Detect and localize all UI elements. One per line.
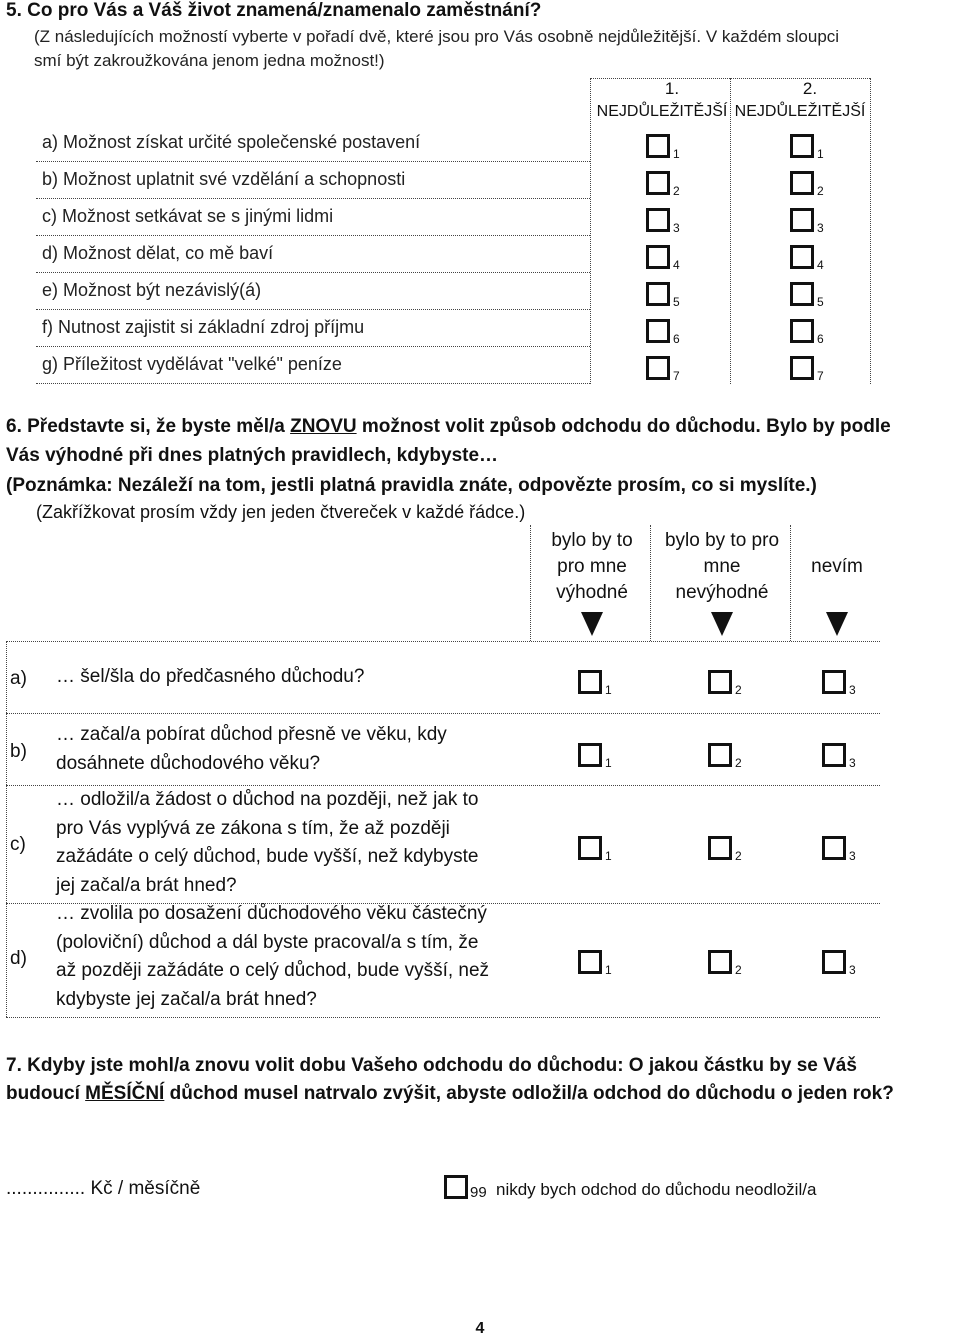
- q5-col1-checkbox[interactable]: [646, 134, 670, 158]
- q5-row-line: [36, 383, 590, 384]
- q6-question-text: až později zažádáte o celý důchod, bude vyšší, než: [56, 960, 490, 981]
- q5-row-line: [36, 309, 590, 310]
- q5-option-label: d) Možnost dělat, co mě baví: [42, 243, 274, 263]
- q6-row-letter: d): [10, 948, 27, 969]
- arrow-down-icon: [826, 612, 848, 636]
- q5-divider-right: [870, 78, 871, 384]
- q5-option-label: e) Možnost být nezávislý(á): [42, 280, 262, 300]
- q6-row-letter: b): [10, 740, 27, 762]
- q5-col2-checkbox[interactable]: [790, 356, 814, 380]
- q5-checkbox-code: 5: [817, 295, 824, 309]
- q5-col2-number: 2.: [802, 79, 818, 98]
- q6-answer-checkbox[interactable]: [708, 950, 732, 974]
- q6-header-bottom-line: [6, 641, 880, 642]
- q6-question-text: pro Vás vyplývá ze zákona s tím, že až později: [56, 817, 450, 839]
- q5-option-label: f) Nutnost zajistit si základní zdroj příjmu: [42, 317, 365, 337]
- q5-checkbox-code: 4: [673, 258, 680, 272]
- q5-col1-checkbox[interactable]: [646, 282, 670, 306]
- q6-checkbox-code: 2: [735, 683, 742, 698]
- q7-never-checkbox[interactable]: [444, 1175, 468, 1199]
- q6-header-divider: [650, 525, 651, 641]
- q6-row-letter: a): [10, 668, 27, 690]
- q6-checkbox-code: 2: [735, 963, 742, 977]
- q5-row-line: [36, 198, 590, 199]
- q6-checkbox-code: 3: [849, 755, 856, 770]
- q6-question-text: kdybyste jej začal/a brát hned?: [56, 988, 317, 1010]
- q5-col1-label: NEJDŮLEŽITĚJŠÍ: [596, 103, 728, 120]
- q6-title-line-2: Vás výhodné při dnes platných pravidlech, kdybyste…: [6, 445, 499, 466]
- q5-checkbox-code: 1: [673, 147, 680, 161]
- q6-row-line: [6, 785, 880, 786]
- q6-answer-checkbox[interactable]: [822, 743, 846, 767]
- q5-col2-checkbox[interactable]: [790, 134, 814, 158]
- q6-answer-checkbox[interactable]: [708, 743, 732, 767]
- q5-row-line: [36, 272, 590, 273]
- q6-answer-checkbox[interactable]: [708, 670, 732, 694]
- q5-header-top-line: [590, 78, 870, 79]
- q7-title-line-2: budoucí MĚSÍČNÍ důchod musel natrvalo zvýšit, abyste odložil/a odchod do důchodu o jeden rok?: [6, 1083, 894, 1104]
- q5-checkbox-code: 3: [817, 221, 824, 235]
- q5-col2-checkbox[interactable]: [790, 282, 814, 306]
- q5-col1-checkbox[interactable]: [646, 208, 670, 232]
- q5-option-label: c) Možnost setkávat se s jinými lidmi: [42, 206, 334, 226]
- q6-answer-checkbox[interactable]: [822, 670, 846, 694]
- q6-answer-checkbox[interactable]: [578, 743, 602, 767]
- q7-never-code: 99: [470, 1184, 487, 1201]
- q5-col2-label: NEJDŮLEŽITĚJŠÍ: [734, 103, 866, 120]
- arrow-down-icon: [581, 612, 603, 636]
- q5-col1-checkbox[interactable]: [646, 319, 670, 343]
- q6-checkbox-code: 1: [605, 755, 612, 770]
- q6-answer-checkbox[interactable]: [578, 670, 602, 694]
- q5-col1-checkbox[interactable]: [646, 245, 670, 269]
- arrow-down-icon: [711, 612, 733, 636]
- q6-instruction: (Zakřížkovat prosím vždy jen jeden čtvereček v každé řádce.): [36, 502, 526, 522]
- q6-header-dontknow: nevím: [811, 556, 863, 577]
- q5-row-line: [36, 346, 590, 347]
- q5-checkbox-code: 2: [673, 184, 680, 198]
- q5-checkbox-code: 6: [817, 332, 824, 346]
- q6-checkbox-code: 1: [605, 963, 612, 977]
- q5-col2-checkbox[interactable]: [790, 319, 814, 343]
- q7-never-label: nikdy bych odchod do důchodu neodložil/a: [496, 1180, 817, 1199]
- q5-checkbox-code: 7: [817, 369, 824, 383]
- q6-checkbox-code: 2: [735, 755, 742, 770]
- q6-answer-checkbox[interactable]: [578, 950, 602, 974]
- q5-instruction-2: smí být zakroužkována jenom jedna možnost!): [34, 51, 385, 70]
- q5-col1-checkbox[interactable]: [646, 171, 670, 195]
- q5-checkbox-code: 2: [817, 184, 824, 198]
- q6-row-line: [6, 1017, 880, 1018]
- q6-question-text: zažádáte o celý důchod, bude vyšší, než kdybyste: [56, 846, 479, 867]
- q6-question-text: (poloviční) důchod a dál byste pracoval/a s tím, že: [56, 931, 479, 953]
- q6-header-divider: [790, 525, 791, 641]
- q6-header-yes: bylo by to pro mne výhodné: [551, 530, 633, 603]
- q6-checkbox-code: 3: [849, 849, 856, 863]
- q5-checkbox-code: 5: [673, 295, 680, 309]
- q5-row-line: [36, 161, 590, 162]
- q5-col2-checkbox[interactable]: [790, 171, 814, 195]
- q6-header-divider: [530, 525, 531, 641]
- q6-row-letter: c): [10, 834, 26, 855]
- q5-row-line: [36, 235, 590, 236]
- q6-row-line: [6, 713, 880, 714]
- q6-question-text: dosáhnete důchodového věku?: [56, 752, 321, 774]
- q5-divider-left: [590, 78, 591, 384]
- q6-note: (Poznámka: Nezáleží na tom, jestli platná pravidla znáte, odpovězte prosím, co si myslíte.): [6, 475, 817, 496]
- q6-answer-checkbox[interactable]: [578, 836, 602, 860]
- q5-option-label: g) Příležitost vydělávat "velké" peníze: [42, 354, 342, 374]
- q6-question-text: … začal/a pobírat důchod přesně ve věku, kdy: [56, 724, 447, 745]
- q5-col1-number: 1.: [664, 79, 680, 98]
- q5-option-label: a) Možnost získat určité společenské postavení: [42, 132, 421, 152]
- q6-answer-checkbox[interactable]: [708, 836, 732, 860]
- q5-title: 5. Co pro Vás a Váš život znamená/znamenalo zaměstnání?: [6, 0, 542, 21]
- q6-header-no: bylo by to pro mne nevýhodné: [664, 530, 780, 603]
- q6-left-border: [6, 641, 7, 1017]
- q6-checkbox-code: 3: [849, 683, 856, 698]
- q5-checkbox-code: 3: [673, 221, 680, 235]
- q5-divider-mid: [730, 78, 731, 384]
- page-number: 4: [475, 1320, 485, 1337]
- q5-option-label: b) Možnost uplatnit své vzdělání a schopnosti: [42, 169, 406, 189]
- q6-checkbox-code: 2: [735, 849, 742, 863]
- q6-question-text: jej začal/a brát hned?: [56, 874, 237, 896]
- q7-title-line-1: 7. Kdyby jste mohl/a znovu volit dobu Vašeho odchodu do důchodu: O jakou částku by se Váš: [6, 1055, 857, 1076]
- q5-col2-checkbox[interactable]: [790, 245, 814, 269]
- q6-question-text: … zvolila po dosažení důchodového věku částečný: [56, 903, 487, 924]
- q5-checkbox-code: 4: [817, 258, 824, 272]
- q5-col1-checkbox[interactable]: [646, 356, 670, 380]
- q5-checkbox-code: 1: [817, 147, 824, 161]
- q6-question-text: … šel/šla do předčasného důchodu?: [56, 666, 365, 687]
- q5-col2-checkbox[interactable]: [790, 208, 814, 232]
- q6-checkbox-code: 1: [605, 683, 612, 698]
- q5-instruction-1: (Z následujících možností vyberte v pořadí dvě, které jsou pro Vás osobně nejdůležitější. V každém sloupci: [34, 27, 840, 46]
- q6-checkbox-code: 3: [849, 963, 856, 977]
- q7-amount-field[interactable]: ............... Kč / měsíčně: [6, 1178, 201, 1199]
- q6-answer-checkbox[interactable]: [822, 950, 846, 974]
- q6-question-text: … odložil/a žádost o důchod na později, než jak to: [56, 789, 479, 810]
- q5-checkbox-code: 6: [673, 332, 680, 346]
- q5-checkbox-code: 7: [673, 369, 680, 383]
- q6-answer-checkbox[interactable]: [822, 836, 846, 860]
- q6-title-line-1: 6. Představte si, že byste měl/a ZNOVU možnost volit způsob odchodu do důchodu. Bylo by podle: [6, 416, 891, 437]
- q6-checkbox-code: 1: [605, 849, 612, 863]
